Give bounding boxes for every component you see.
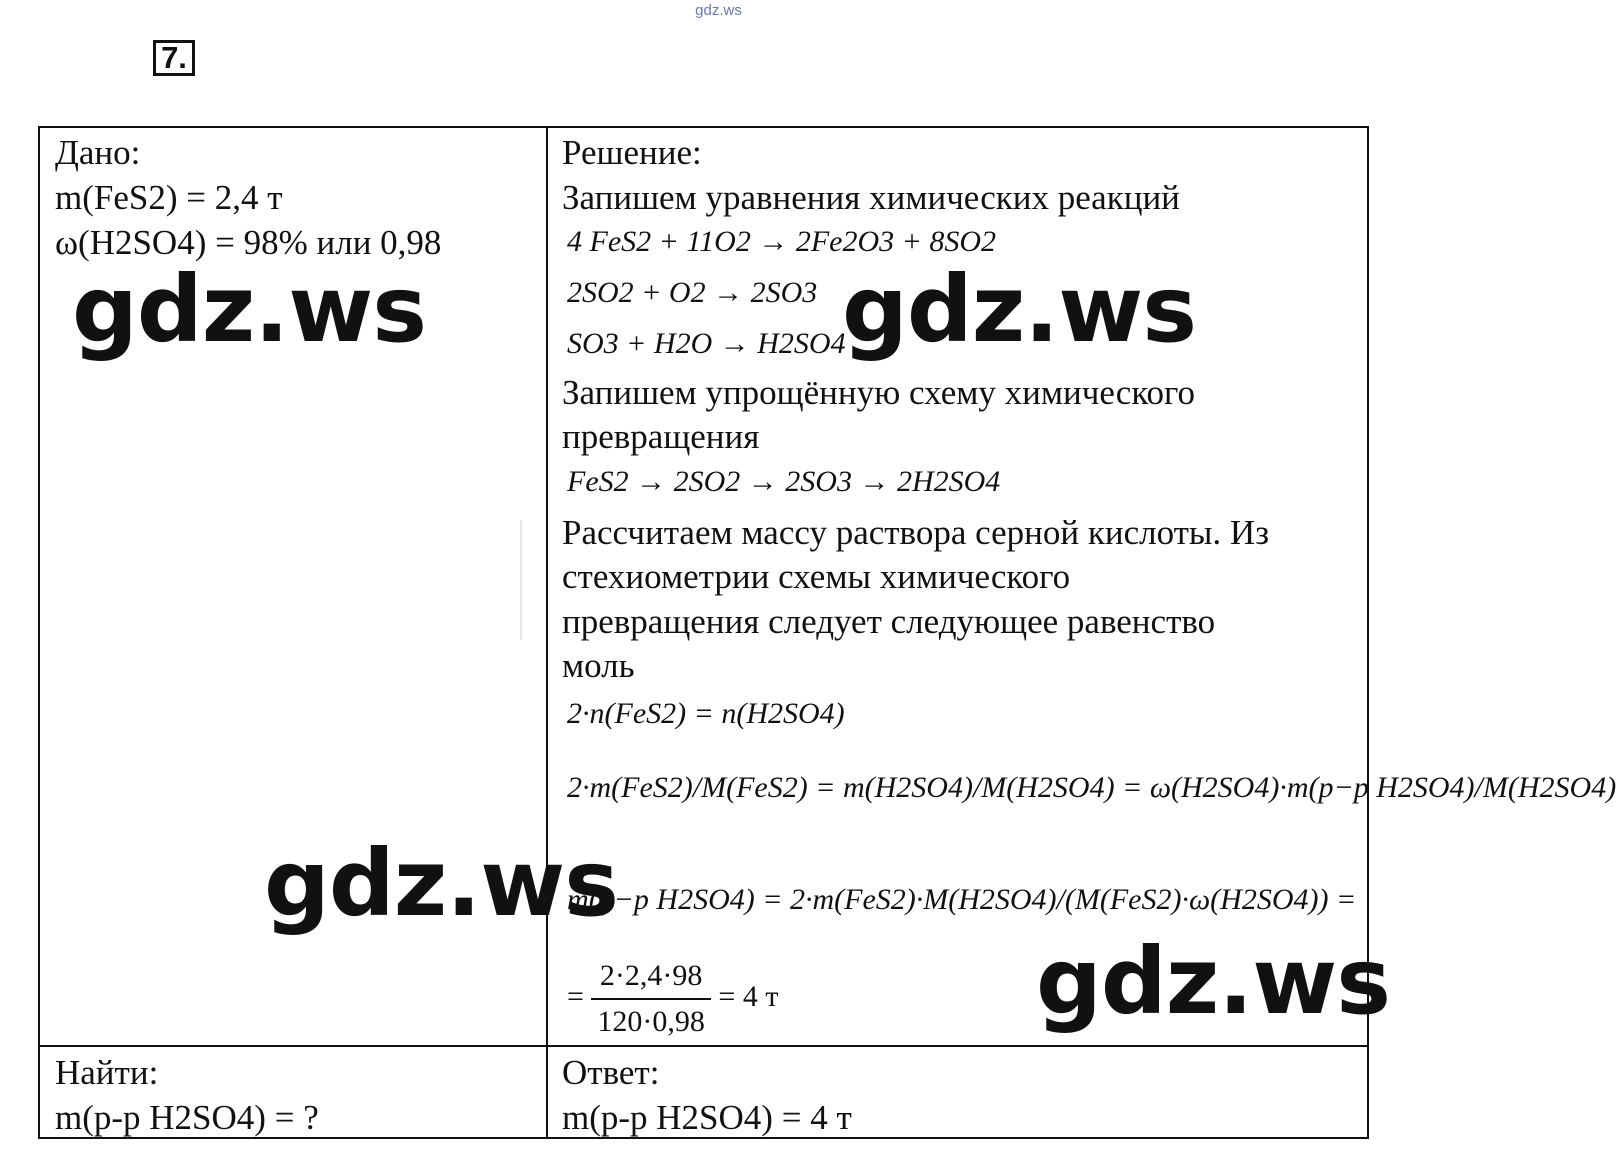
- given-mass-fraction: ω(H2SO4) = 98% или 0,98: [55, 223, 442, 262]
- find-heading: Найти:: [55, 1053, 159, 1092]
- reaction-equation-2: 2SO2 + O2 → 2SO3: [567, 276, 818, 309]
- watermark-4: gdz.ws: [1036, 928, 1390, 1035]
- watermark-2: gdz.ws: [842, 256, 1196, 363]
- mass-formula: m(р−р H2SO4) = 2·m(FeS2)·M(H2SO4)/(M(FeS2)·ω(H2SO4)) =: [567, 883, 1357, 916]
- calc-intro-line-1: Рассчитаем массу раствора серной кислоты. Из: [562, 513, 1270, 552]
- watermark-3: gdz.ws: [264, 830, 618, 937]
- mole-equality: 2·n(FeS2) = n(H2SO4): [567, 697, 845, 730]
- scheme-intro-line-2: превращения: [562, 417, 760, 456]
- answer-heading: Ответ:: [562, 1053, 660, 1092]
- given-heading: Дано:: [55, 133, 141, 172]
- calc-intro-line-2: стехиометрии схемы химического: [562, 557, 1071, 596]
- calc-intro-line-3: превращения следует следующее равенство: [562, 602, 1216, 641]
- task-number: 7.: [153, 40, 195, 76]
- solution-heading: Решение:: [562, 133, 702, 172]
- transformation-scheme: FeS2 → 2SO2 → 2SO3 → 2H2SO4: [567, 465, 1001, 498]
- row-divider: [40, 1045, 1367, 1047]
- answer-section: [562, 1050, 852, 1140]
- watermark-1: gdz.ws: [72, 256, 426, 363]
- scheme-intro-line-1: Запишем упрощённую схему химического: [562, 373, 1196, 412]
- answer-value: m(р-р H2SO4) = 4 т: [562, 1098, 852, 1137]
- given-mass-fes2: m(FeS2) = 2,4 т: [55, 178, 283, 217]
- numeric-calculation: = $\frac{2\cdot 2,4\cdot 98}{120\cdot 0,98}$ = 4 т: [567, 954, 778, 1044]
- site-mark: gdz.ws: [695, 2, 742, 19]
- find-target: m(р-р H2SO4) = ?: [55, 1098, 319, 1137]
- given-section: [55, 130, 441, 265]
- numeric-denominator: 120·0,98: [597, 1005, 705, 1038]
- calc-intro-line-4: моль: [562, 646, 635, 685]
- scan-artifact: [520, 520, 1242, 640]
- reaction-equation-1: 4 FeS2 + 11O2 → 2Fe2O3 + 8SO2: [567, 225, 997, 258]
- numeric-numerator: 2·2,4·98: [591, 954, 711, 1000]
- find-section: [55, 1050, 319, 1140]
- solution-intro: Запишем уравнения химических реакций: [562, 178, 1180, 217]
- numeric-fraction: [591, 954, 711, 1044]
- numeric-result: = 4 т: [718, 979, 779, 1013]
- reaction-equation-3: SO3 + H2O → H2SO4: [567, 327, 846, 360]
- mass-ratio-equation: 2·m(FeS2)/M(FeS2) = m(H2SO4)/M(H2SO4) = ω(H2SO4)·m(р−р H2SO4)/M(H2SO4): [567, 771, 1616, 804]
